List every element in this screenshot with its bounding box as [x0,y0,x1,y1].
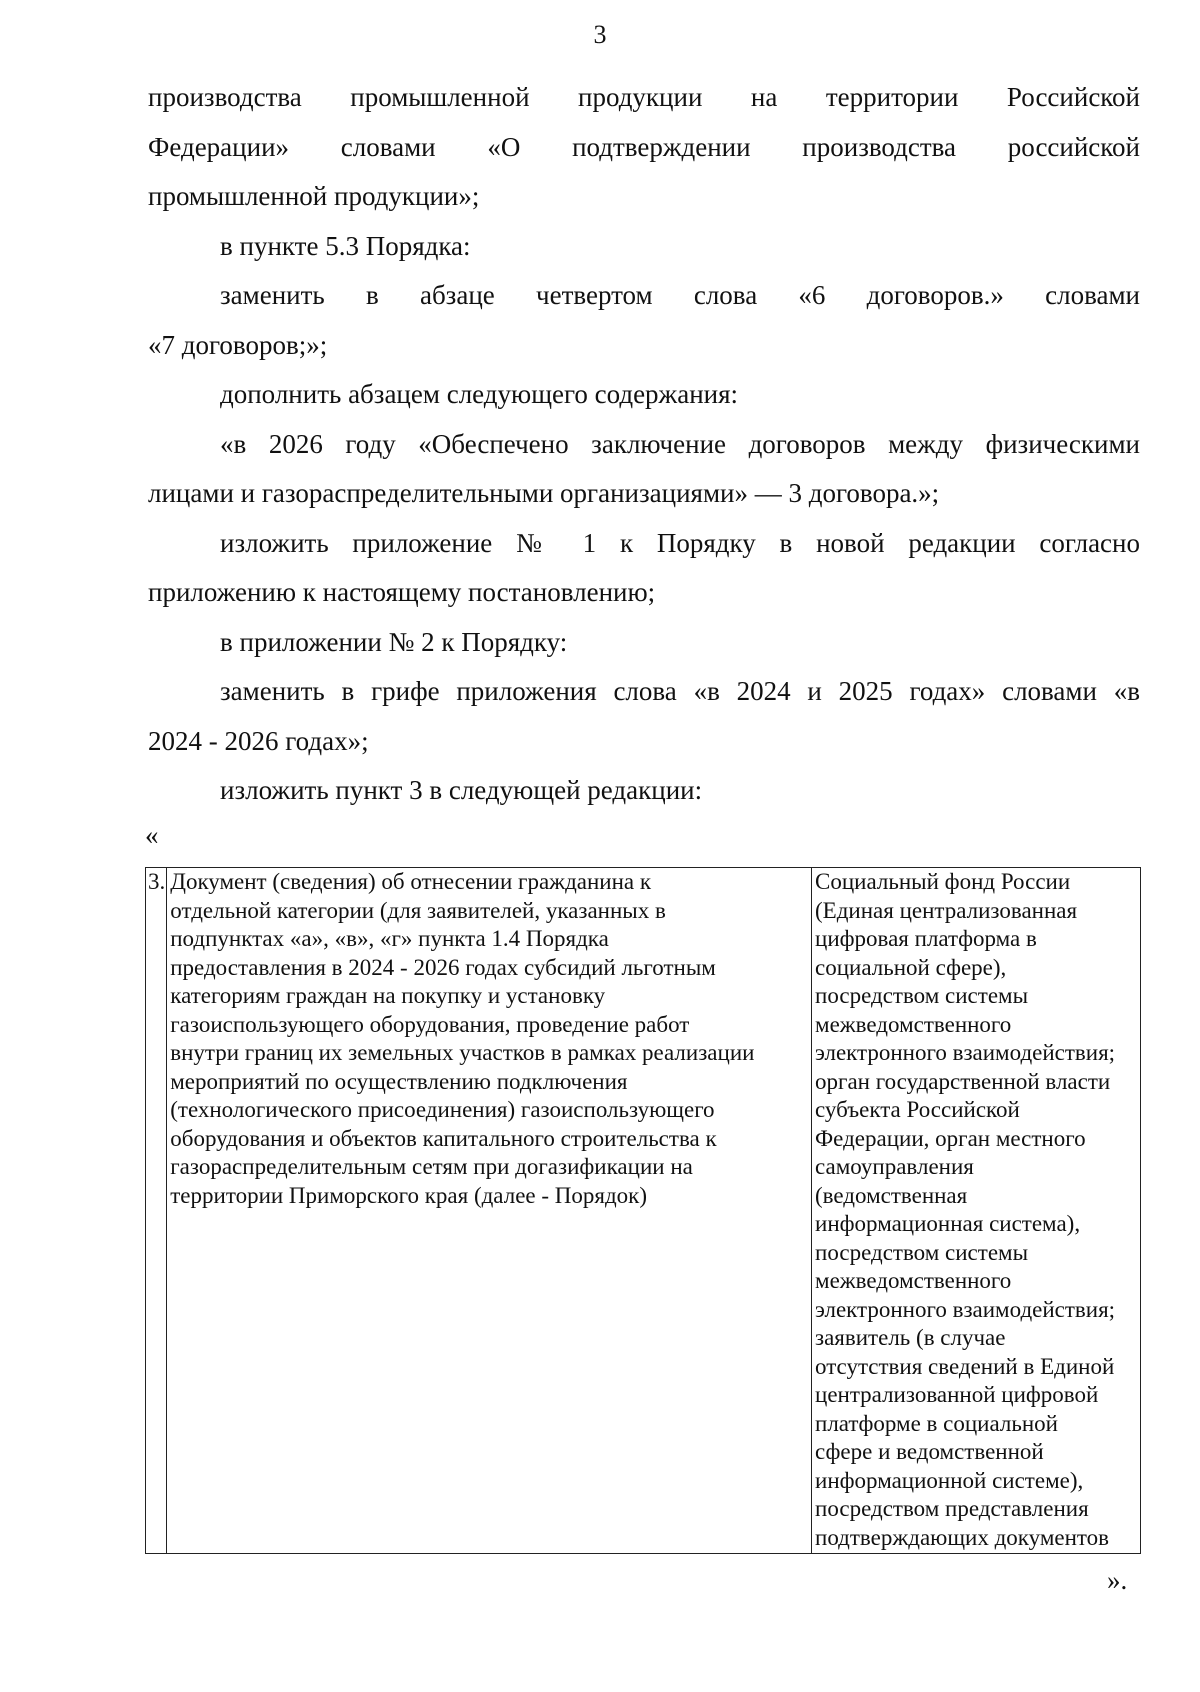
text-line: изложить приложение № 1 к Порядку в новой редакции согласно [220,527,1140,558]
cell-line: (технологического присоединения) газоиспользующего [170,1097,715,1122]
cell-line: категориям граждан на покупку и установку [170,983,606,1008]
document-body [148,73,1140,816]
cell-line: посредством представления [815,1496,1089,1521]
document-cell [167,868,812,1554]
text-line: «7 договоров;»; [148,329,328,360]
paragraph-4: дополнить абзацем следующего содержания: [220,379,739,409]
cell-line: подпунктах «а», «в», «г» пункта 1.4 Порядка [170,926,609,951]
paragraph-6 [148,519,1140,618]
cell-line: газораспределительным сетям при догазификации на [170,1154,693,1179]
text-line: заменить в грифе приложения слова «в 2024 и 2025 годах» словами «в [220,676,1140,706]
paragraph-3 [148,271,1140,370]
cell-line: подтверждающих документов [815,1524,1110,1550]
table-row [146,868,1141,1554]
cell-line: заявитель (в случае [815,1325,1006,1350]
text-line: производства промышленной продукции на территории Российской [148,82,1140,112]
text-line: Федерации» словами «О подтверждении производства российской [148,131,1140,162]
text-line: 2024 - 2026 годах»; [148,725,369,756]
cell-line: отдельной категории (для заявителей, указанных в [170,897,666,923]
cell-line: самоуправления [815,1154,974,1179]
cell-line: Документ (сведения) об отнесении гражданина к [170,869,652,894]
paragraph-1 [148,73,1140,222]
paragraph-2: в пункте 5.3 Порядка: [220,230,471,261]
text-line: лицами и газораспределительными организациями» — 3 договора.»; [148,478,940,508]
cell-line: межведомственного [815,1268,1012,1293]
cell-line: орган государственной власти [815,1068,1111,1094]
cell-line: электронного взаимодействия; [815,1040,1116,1065]
cell-line: посредством системы [815,1239,1029,1265]
paragraph-5 [148,420,1140,519]
text-line: «в 2026 году «Обеспечено заключение договоров между физическими [220,428,1140,459]
text-line: промышленной продукции»; [148,181,480,211]
cell-line: внутри границ их земельных участков в рамках реализации [170,1040,755,1065]
cell-line: (Единая централизованная [815,897,1078,923]
cell-line: платформе в социальной [815,1410,1058,1436]
cell-line: цифровая платформа в [815,926,1037,951]
opening-quote: « [145,820,159,850]
paragraph-8 [148,667,1140,766]
cell-line: предоставления в 2024 - 2026 годах субсидий льготным [170,954,716,980]
cell-line: информационной системе), [815,1467,1084,1493]
cell-line: Федерации, орган местного [815,1125,1086,1151]
cell-line: социальной сфере), [815,954,1007,980]
cell-line: территории Приморского края (далее - Порядок) [170,1182,647,1208]
cell-line: посредством системы [815,983,1029,1008]
cell-line: субъекта Российской [815,1097,1020,1122]
cell-line: централизованной цифровой [815,1382,1099,1407]
cell-line: сфере и ведомственной [815,1439,1044,1464]
text-line: приложению к настоящему постановлению; [148,577,656,607]
cell-line: газоиспользующего оборудования, проведение работ [170,1011,690,1037]
cell-line: оборудования и объектов капитального строительства к [170,1125,717,1151]
paragraph-9: изложить пункт 3 в следующей редакции: [220,775,703,805]
source-cell [812,868,1141,1554]
page-number: 3 [593,20,607,49]
row-number: 3. [146,868,167,1554]
cell-line: информационная система), [815,1211,1081,1236]
cell-line: (ведомственная [815,1182,968,1208]
replacement-table [145,867,1141,1554]
cell-line: мероприятий по осуществлению подключения [170,1068,628,1094]
text-line: заменить в абзаце четвертом слова «6 договоров.» словами [220,280,1140,310]
cell-line: электронного взаимодействия; [815,1296,1116,1322]
cell-line: межведомственного [815,1011,1012,1037]
paragraph-7: в приложении № 2 к Порядку: [220,626,568,657]
cell-line: Социальный фонд России [815,869,1071,894]
cell-line: отсутствия сведений в Единой [815,1353,1115,1379]
closing-quote: ». [1107,1565,1128,1595]
